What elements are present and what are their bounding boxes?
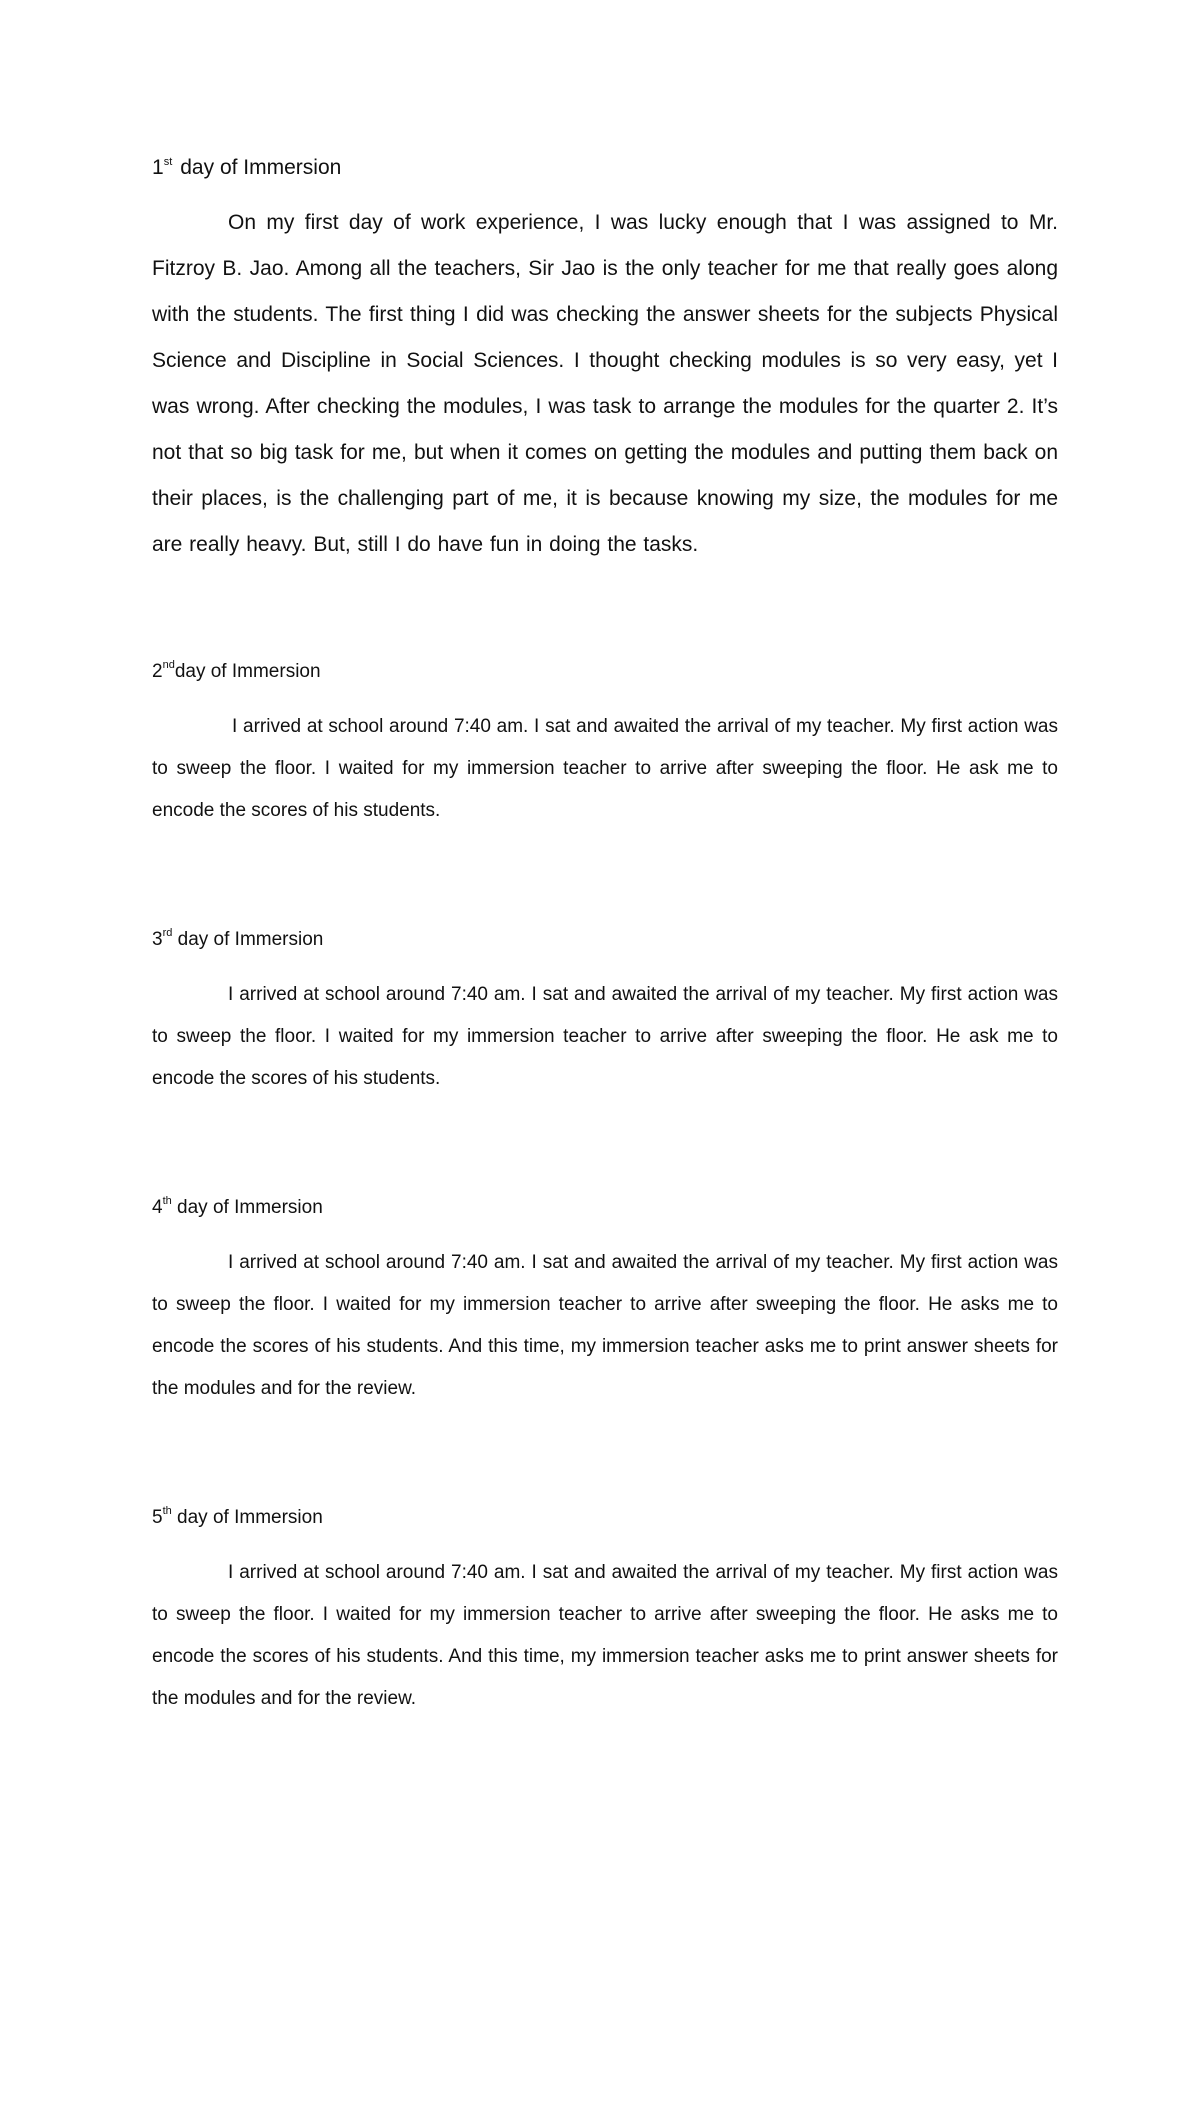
day-1-heading-text: day of Immersion <box>180 156 342 179</box>
day-5-heading <box>152 1498 1058 1538</box>
day-3-paragraph: I arrived at school around 7:40 am. I sat and awaited the arrival of my teacher. My first action was to sweep the floor. I waited for my immersion teacher to arrive after sweeping the floor. He ask me to encode the scores of his students. <box>152 984 1058 1089</box>
day-5-paragraph: I arrived at school around 7:40 am. I sat and awaited the arrival of my teacher. My first action was to sweep the floor. I waited for my immersion teacher to arrive after sweeping the floor. He asks me to encode the scores of his students. And this time, my immersion teacher asks me to print answer sheets for the modules and for the review. <box>152 1562 1058 1709</box>
day-1-paragraph: On my first day of work experience, I was lucky enough that I was assigned to Mr. Fitzroy B. Jao. Among all the teachers, Sir Jao is the only teacher for me that really goes along with the students. The first thing I did was checking the answer sheets for the subjects Physical Science and Discipline in Social Sciences. I thought checking modules is so very easy, yet I was wrong. After checking the modules, I was task to arrange the modules for the quarter 2. It’s not that so big task for me, but when it comes on getting the modules and putting them back on their places, is the challenging part of me, it is because knowing my size, the modules for me are really heavy. But, still I do have fun in doing the tasks. <box>152 211 1058 556</box>
day-1-heading <box>152 148 1058 188</box>
day-2-ordinal-suffix: nd <box>162 659 175 671</box>
day-2-heading-text: day of Immersion <box>174 661 321 682</box>
day-1-number: 1 <box>152 156 164 179</box>
day-4-number: 4 <box>152 1197 163 1218</box>
day-4-heading-text: day of Immersion <box>177 1197 323 1218</box>
day-5-ordinal-suffix: th <box>162 1505 172 1517</box>
day-3-section <box>152 920 1058 1100</box>
day-1-section <box>152 148 1058 568</box>
day-5-number: 5 <box>152 1507 163 1528</box>
day-1-ordinal-suffix: st <box>163 156 173 168</box>
day-4-section <box>152 1188 1058 1410</box>
day-5-heading-text: day of Immersion <box>177 1507 323 1528</box>
day-2-number: 2 <box>152 661 163 682</box>
day-3-heading <box>152 920 1058 960</box>
day-4-ordinal-suffix: th <box>162 1195 172 1207</box>
day-2-section <box>152 652 1058 832</box>
day-3-ordinal-suffix: rd <box>162 927 173 939</box>
day-4-heading <box>152 1188 1058 1228</box>
day-3-heading-text: day of Immersion <box>177 929 324 950</box>
day-2-heading <box>152 652 1058 692</box>
day-3-number: 3 <box>152 929 163 950</box>
day-4-paragraph: I arrived at school around 7:40 am. I sat and awaited the arrival of my teacher. My first action was to sweep the floor. I waited for my immersion teacher to arrive after sweeping the floor. He asks me to encode the scores of his students. And this time, my immersion teacher asks me to print answer sheets for the modules and for the review. <box>152 1252 1058 1399</box>
day-2-paragraph: I arrived at school around 7:40 am. I sat and awaited the arrival of my teacher. My first action was to sweep the floor. I waited for my immersion teacher to arrive after sweeping the floor. He ask me to encode the scores of his students. <box>152 716 1058 821</box>
document-page <box>152 148 1058 1720</box>
day-5-section <box>152 1498 1058 1720</box>
